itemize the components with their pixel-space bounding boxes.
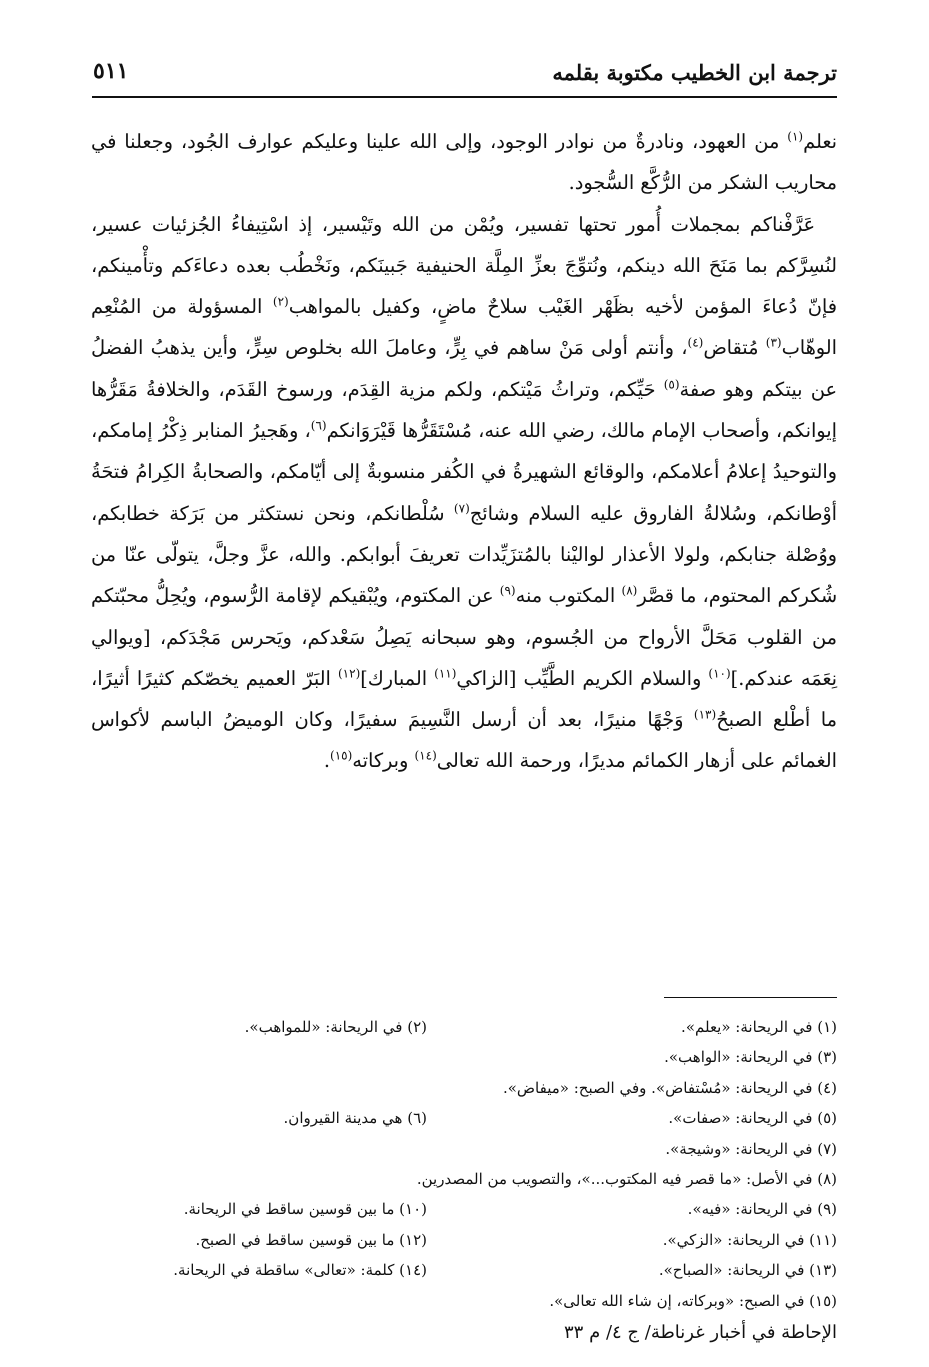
body-paragraph [91,121,837,204]
body-text: عن المكتوم، ويُبْقيكم لإقامة الرُّسوم، ويُحِلُّ محبّتكم من القلوب مَحَلَّ الأرواح من الجُسوم، وهو سبحانه يَصِلُ سَعْدكم، ويَحرس مَجْدَكم، [ويوالي نِعَمَه عندكم.] [91,584,838,690]
footnotes [87,1012,837,1316]
footnote-entry: (٣) في الريحانة: «الواهب». [664,1048,837,1067]
page-number: ٥١١ [93,58,129,84]
body-text: المبارك] [360,666,435,690]
footnote-marker: (٥) [663,377,680,392]
footnote-row [87,1103,837,1133]
footnote-divider [664,997,837,998]
body-text: حَيِّكم، وتراثُ مَيْتكم، ولكم مزية القِدَم، ورسوخ القَدَم، والخلافةُ مَقَرُّها إيوانكم، وأصحاب الإمام مالك، رضي الله عنه، مُسْتَقَرُّها قَيْرَوَانكم [91,377,837,443]
footnote-entry: (١) في الريحانة: «يعلم». [681,1018,837,1036]
footnote-row [87,1286,837,1316]
footnote-entry: (١٠) ما بين قوسين ساقط في الريحانة. [183,1200,427,1219]
footnote-marker: (٣) [765,336,782,351]
header-divider [92,96,837,98]
footnote-entry: (١١) في الريحانة: «الزكي». [662,1230,837,1249]
body-text: من العهود، ونادرةٌ من نوادر الوجود، وإلى الله علينا وعليكم عوارف الجُود، وجعلنا في محاريب الشكر من الرُّكَّع السُّجود. [91,130,837,195]
body-text: والسلام الكريم الطَّيِّب [الزاكي [456,666,709,690]
body-text: سُلْطانكم، ونحن نستكثر من بَرَكة خطابكم، ووُصْلة جنابكم، ولولا الأعذار لواليْنا بالمُتزَيِّدات تعريفَ أبوابكم. والله، عزَّ وجلَّ، يتولّى عنّا من شُكركم المحتوم، ما قصَّر [91,501,837,608]
footnote-row [87,1073,837,1103]
body-text: وَجْهًا منيرًا، بعد أن أرسل النَّسِيمَ سفيرًا، وكان الوميضُ الباسم لأكواس الغمائم على أزهار الكمائم مديرًا، ورحمة الله تعالى [91,708,837,773]
footnote-row [87,1255,837,1285]
footnote-marker: (١٠) [708,666,731,681]
footnote-entry: (٤) في الريحانة: «مُسْتفاض». وفي الصبح: «ميفاض». [502,1078,837,1097]
body-text: ، وأنتم أولى مَنْ ساهم في بِرٍّ، وعاملَ الله بخلوص سِرٍّ، وأين يذهبُ الفضلُ عن بيتكم وهو صفة [91,336,837,401]
footnote-marker: (١٢) [337,666,361,681]
body-text: نعلم [803,130,837,153]
running-title: ترجمة ابن الخطيب مكتوبة بقلمه [552,60,837,85]
footnote-marker: (١١) [434,666,457,681]
body-text: البَرّ العميم يخصّكم كثيرًا أثيرًا، ما أطْلع الصبحُ [91,666,837,732]
footnote-marker: (٩) [499,583,516,598]
footnote-row [87,1225,837,1255]
body-text: . [323,749,331,773]
footnote-entry: (١٤) كلمة: «تعالى» ساقطة في الريحانة. [173,1261,427,1280]
footnote-marker: (١٥) [330,749,353,764]
footnote-marker: (٧) [453,501,470,516]
body-text: المكتوب منه [515,584,622,608]
footnote-marker: (١٤) [414,749,437,764]
book-signature: الإحاطة في أخبار غرناطة/ ج ٤/ م ٣٣ [564,1322,837,1343]
body-text: وبركاته [352,749,415,773]
footnote-row [87,1134,837,1164]
main-text [91,121,837,782]
footnote-entry: (٨) في الأصل: «ما قصر فيه المكتوب...»، والتصويب من المصدرين. [416,1169,837,1188]
body-text: مُتقاض [703,336,766,360]
body-paragraph [91,204,837,782]
footnote-marker: (٦) [310,418,327,433]
footnote-entry: (٩) في الريحانة: «فيه». [687,1200,837,1219]
footnote-marker: (١) [787,129,804,144]
footnote-entry: (٦) هي مدينة القيروان. [283,1109,427,1128]
footnote-row [87,1164,837,1194]
footnote-entry: (١٥) في الصبح: «وبركاته، إن شاء الله تعالى». [549,1291,837,1310]
body-text: المسؤولة من المُنْعِم الوهّاب [91,295,837,360]
footnote-entry: (١٣) في الريحانة: «الصباح». [658,1261,837,1280]
footnote-marker: (٤) [687,336,704,351]
footnote-row [87,1012,837,1042]
footnote-entry: (١٢) ما بين قوسين ساقط في الصبح. [195,1230,427,1249]
body-text: ، وهَجيرُ المنابر ذِكْرُ إمامكم، والتوحيدُ إعلامُ أعلامكم، والوقائع الشهيرةُ في الكُفر منسوبةٌ إلى أيّامكم، والصحابةُ الكِرامُ فتحَةُ أوْطانكم، وسُلالةُ الفاروق عليه السلام وشائج [91,419,837,525]
footnote-entry: (٧) في الريحانة: «وشيجة». [665,1139,837,1158]
footnote-row [87,1042,837,1072]
body-text: عَرَّفْناكم بمجملات أُمور تحتها تفسير، ويُمْن من الله وتَيْسير، إذ اسْتِيفاءُ الجُزئيات عسير، لنُسِرَّكم بما مَنَحَ الله دينكم، ونُتوِّجَ بعزِّ المِلَّة الحنيفية جَبينَكم، ونَخْطُب بعده دعاءَكم وتأْمينكم، فإنّ دُعاءَ المؤمن لأخيه بظَهْر الغَيْب سلاحٌ ماضٍ، وكفيل بالمواهب [91,212,837,319]
footnote-marker: (٢) [272,294,289,309]
footnote-entry: (٥) في الريحانة: «صفات». [668,1109,837,1128]
footnote-row [87,1194,837,1224]
footnote-marker: (١٣) [693,707,717,722]
footnote-marker: (٨) [621,583,638,598]
footnote-entry: (٢) في الريحانة: «للمواهب». [244,1018,427,1036]
